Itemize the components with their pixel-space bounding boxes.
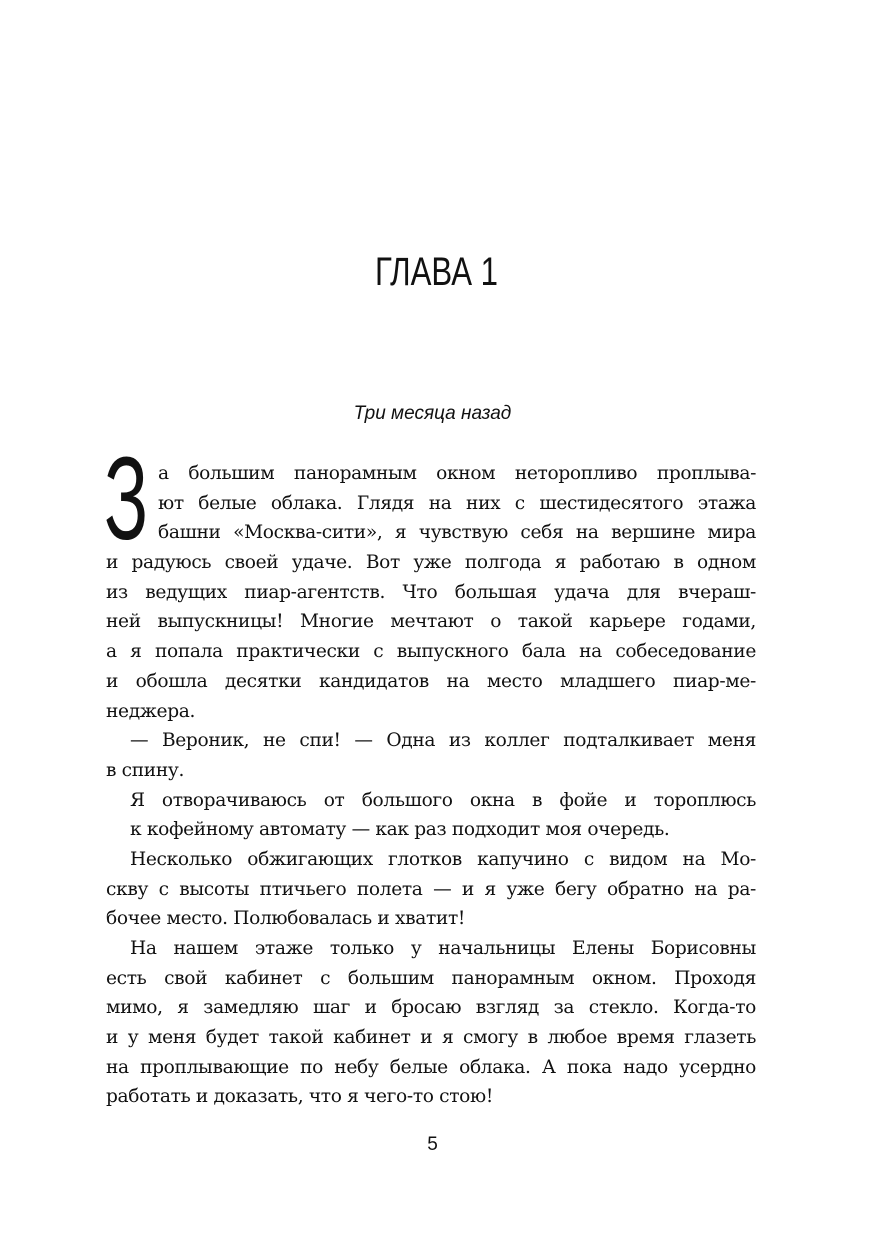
text-line: работать и доказать, что я чего-то стою! (106, 1086, 493, 1108)
text-line: — Вероник, не спи! — Одна из коллег подталкивает меня (130, 730, 756, 752)
text-line: а я попала практически с выпускного бала на собеседование (106, 641, 756, 663)
text-line: и у меня будет такой кабинет и я смогу в любое время глазеть (106, 1027, 756, 1049)
text-line: башни «Москва-сити», я чувствую себя на вершине мира (158, 522, 756, 544)
text-line: скву с высоты птичьего полета — и я уже бегу обратно на ра- (106, 878, 756, 900)
text-line: и обошла десятки кандидатов на место младшего пиар-ме- (106, 670, 756, 692)
text-line: из ведущих пиар-агентств. Что большая удача для вчераш- (106, 581, 756, 603)
text-line: ют белые облака. Глядя на них с шестидесятого этажа (158, 492, 756, 514)
text-line: Я отворачиваюсь от большого окна в фойе и тороплюсь (130, 789, 756, 811)
text-line: а большим панорамным окном неторопливо проплыва- (158, 463, 756, 484)
page-number: 5 (427, 1134, 438, 1155)
text-line: неджера. (106, 700, 196, 722)
text-line: в спину. (106, 759, 185, 781)
text-line: на проплывающие по небу белые облака. А пока надо усердно (106, 1056, 756, 1078)
text-line: бочее место. Полюбовалась и хватит! (106, 908, 466, 930)
body-text (106, 459, 756, 1112)
text-line: ней выпускницы! Многие мечтают о такой карьере годами, (106, 611, 756, 633)
text-line: есть свой кабинет с большим панорамным окном. Проходя (106, 967, 756, 989)
text-line: к кофейному автомату — как раз подходит моя очередь. (130, 819, 670, 841)
chapter-title: ГЛАВА 1 (374, 250, 499, 294)
text-line: Несколько обжигающих глотков капучино с видом на Мо- (130, 848, 756, 870)
text-line: и радуюсь своей удаче. Вот уже полгода я работаю в одном (106, 552, 756, 574)
text-line: На нашем этаже только у начальницы Елены Борисовны (130, 938, 756, 959)
drop-cap: З (104, 433, 149, 565)
text-line: мимо, я замедляю шаг и бросаю взгляд за стекло. Когда-то (106, 997, 756, 1019)
epigraph: Три месяца назад (353, 403, 512, 424)
